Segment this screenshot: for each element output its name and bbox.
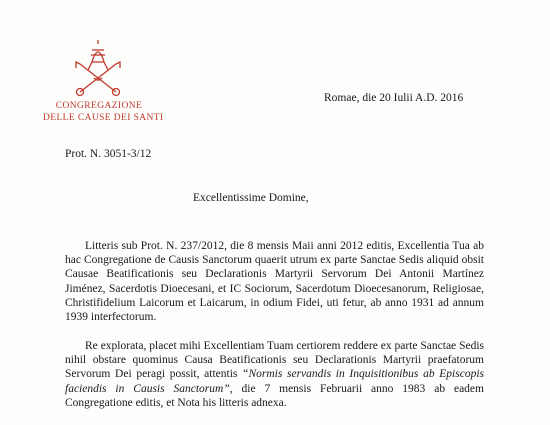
papal-keys-tiara-icon [72, 40, 124, 98]
paragraph-2-text-a: Re explorata, placet mihi Excellentiam Tuam certiorem reddere ex parte Sanctae Sedis nihil obstare quominus Causa Beatificationis seu Declarationis Martyrii praefatorum Servorum Dei peragi possit, attentis [65, 340, 484, 381]
paragraph-1-text: Litteris sub Prot. N. 237/2012, die 8 mensis Maii anni 2012 editis, Excellentia Tua ab hac Congregatione de Causis Sanctorum quaerit utrum ex parte Sanctae Sedis aliquid obsit Causae Beatificationis seu Declarationis Martyrii Servorum Dei Antonii Martínez Jiménez, Sacerdotis Dioecesani, et IC Sociorum, Sacerdotum Dioecesanorum, Religiosae, Christifidelium Laicorum et Laicarum, in odium Fidei, uti fetur, ab anno 1931 ad annum 1939 interfectorum. [65, 240, 484, 324]
congregation-name [43, 100, 164, 124]
protocol-number: Prot. N. 3051-3/12 [65, 148, 152, 160]
org-line-1: CONGREGAZIONE [55, 101, 143, 111]
salutation: Excellentissime Domine, [193, 192, 309, 204]
paragraph-2-italic: “Normis servandis in Inquisitionibus ab Episcopis faciendis in Causis Sanctorum” [65, 368, 484, 395]
paragraph-2-text-b: , die 7 mensis Februarii anno 1983 ab eadem Congregatione editis, et Nota his litteris adnexa. [65, 382, 484, 409]
paragraph-1 [65, 239, 484, 324]
letter-date: Romae, die 20 Iulii A.D. 2016 [324, 92, 464, 104]
paragraph-2 [65, 339, 484, 410]
org-line-2: DELLE CAUSE DEI SANTI [43, 113, 164, 123]
